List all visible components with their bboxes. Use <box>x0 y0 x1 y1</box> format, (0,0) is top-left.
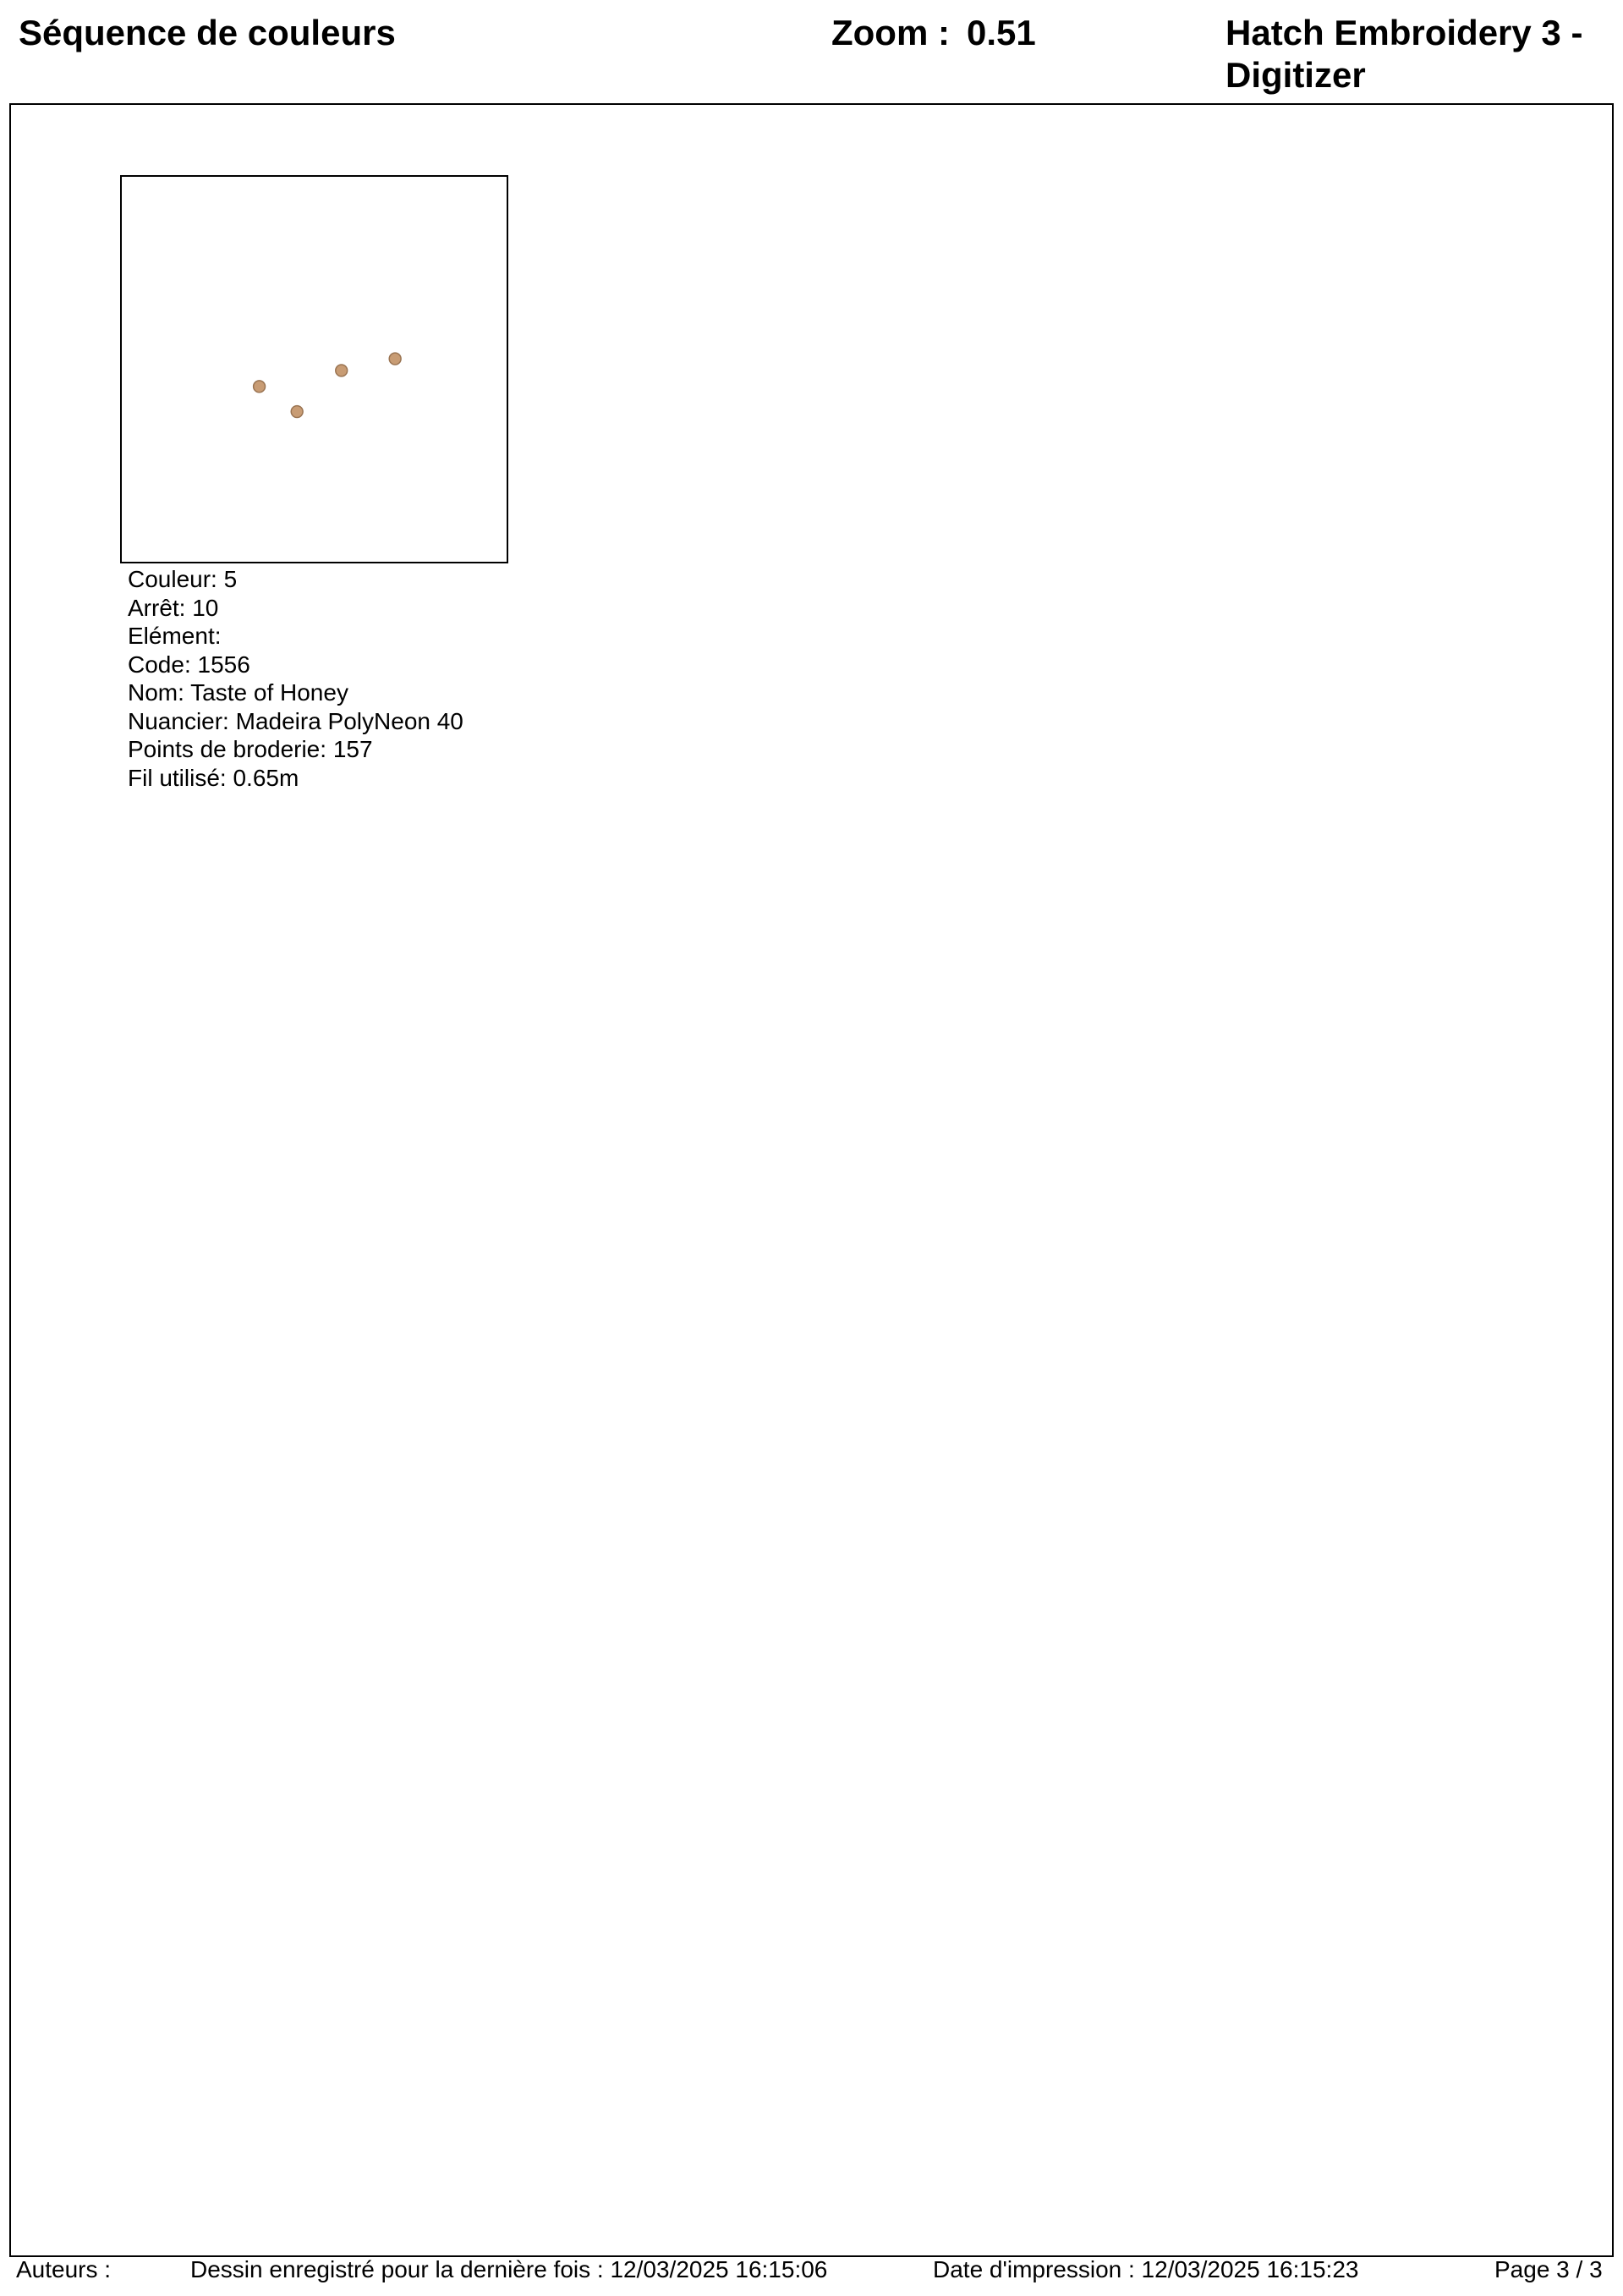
footer-page-number: Page 3 / 3 <box>1494 2256 1603 2282</box>
footer-last-saved: Dessin enregistré pour la dernière fois : 12/03/2025 16:15:06 <box>190 2256 828 2282</box>
zoom-indicator <box>831 12 1036 54</box>
color-preview-box <box>120 175 508 563</box>
app-name: Hatch Embroidery 3 - Digitizer <box>1225 13 1583 95</box>
detail-nom: Nom: Taste of Honey <box>128 679 348 706</box>
zoom-value: 0.51 <box>966 13 1036 52</box>
page-title: Séquence de couleurs <box>19 13 396 52</box>
stitch-dot <box>389 353 401 365</box>
footer-authors: Auteurs : <box>16 2256 112 2282</box>
zoom-label: Zoom : <box>831 13 950 52</box>
stitch-dot <box>336 365 348 376</box>
footer-print-date: Date d'impression : 12/03/2025 16:15:23 <box>933 2256 1359 2282</box>
detail-code: Code: 1556 <box>128 651 250 678</box>
detail-element: Elément: <box>128 623 222 649</box>
detail-arret: Arrêt: 10 <box>128 594 219 621</box>
stitch-preview <box>122 177 507 562</box>
detail-fil: Fil utilisé: 0.65m <box>128 764 299 791</box>
detail-couleur: Couleur: 5 <box>128 566 238 592</box>
stitch-dot <box>291 406 303 418</box>
detail-nuancier: Nuancier: Madeira PolyNeon 40 <box>128 707 463 734</box>
color-details <box>128 565 463 792</box>
stitch-dot <box>254 381 266 393</box>
detail-points: Points de broderie: 157 <box>128 736 373 762</box>
